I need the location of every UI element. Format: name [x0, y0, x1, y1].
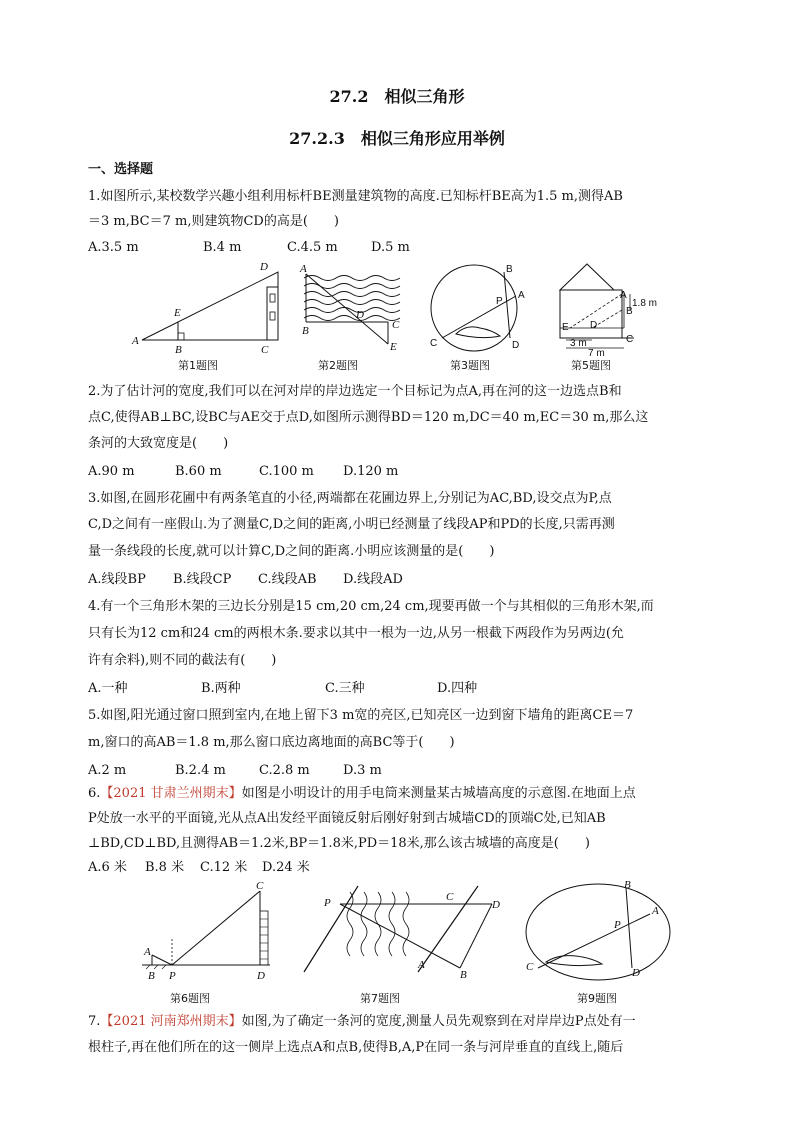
fig3-label-b: B	[506, 264, 513, 275]
q5-line2: m,窗口的高AB＝1.8 m,那么窗口底边离地面的高BC等于( )	[88, 735, 455, 750]
figure-2-caption: 第2题图	[318, 359, 358, 372]
q5-option-d: D.3 m	[343, 763, 382, 778]
q1-line2: ＝3 m,BC＝7 m,则建筑物CD的高是( )	[88, 214, 339, 229]
q4-option-a: A.一种	[88, 681, 128, 696]
fig7-label-c: C	[446, 891, 454, 903]
fig7-label-d: D	[492, 899, 500, 911]
q6-line3: ⊥BD,CD⊥BD,且测得AB＝1.2米,BP＝1.8米,PD＝18米,那么该古城墙的高度是( )	[88, 836, 590, 851]
q6-line1	[88, 786, 636, 802]
fig9-label-p: P	[614, 919, 621, 931]
q2-line3: 条河的大致宽度是( )	[88, 436, 229, 451]
figure-7-diagram	[300, 880, 510, 985]
q2-option-b: B.60 m	[175, 464, 222, 479]
q6-option-c: C.12 米	[200, 860, 248, 875]
fig6-label-p: P	[169, 970, 176, 982]
section-title: 27.2.3 相似三角形应用举例	[289, 129, 505, 148]
q3-line3: 量一条线段的长度,就可以计算C,D之间的距离.小明应该测量的是( )	[88, 544, 495, 559]
q3-line2: C,D之间有一座假山.为了测量C,D之间的距离,小明已经测量了线段AP和PD的长度,只需再测	[88, 517, 615, 532]
q7-source-tag: 【2021 河南郑州期末】	[100, 1014, 242, 1029]
q7-text-1: 如图,为了确定一条河的宽度,测量人员先观察到在对岸岸边P点处有一	[241, 1014, 636, 1029]
fig2-label-e: E	[390, 341, 397, 353]
q6-source-tag: 【2021 甘肃兰州期末】	[100, 786, 242, 801]
fig2-label-d: D	[356, 309, 364, 321]
q6-text-1: 如图是小明设计的用手电筒来测量某古城墙高度的示意图.在地面上点	[241, 786, 636, 801]
fig5-label-c: C	[626, 334, 634, 345]
fig3-label-c: C	[430, 338, 438, 349]
q3-option-d: D.线段AD	[343, 572, 403, 587]
q4-line1: 4.有一个三角形木架的三边长分别是15 cm,20 cm,24 cm,现要再做一个与其相似的三角形木架,而	[88, 599, 654, 614]
q3-option-a: A.线段BP	[88, 572, 146, 587]
q1-line1: 1.如图所示,某校数学兴趣小组利用标杆BE测量建筑物的高度.已知标杆BE高为1.5 m,测得AB	[88, 189, 623, 204]
q6-option-d: D.24 米	[262, 860, 310, 875]
q1-option-c: C.4.5 m	[287, 240, 338, 255]
q7-line2: 根柱子,再在他们所在的这一侧岸上选点A和点B,使得B,A,P在同一条与河岸垂直的直线上,随后	[88, 1040, 624, 1055]
fig5-label-a: A	[620, 290, 627, 301]
figure-9-caption: 第9题图	[577, 992, 617, 1005]
fig6-label-c: C	[256, 880, 264, 892]
q3-option-b: B.线段CP	[173, 572, 232, 587]
figure-1-diagram	[130, 262, 290, 357]
q6-line2: P处放一水平的平面镜,光从点A出发经平面镜反射后刚好射到古城墙CD的顶端C处,已知AB	[88, 811, 606, 826]
fig1-label-a: A	[132, 335, 139, 347]
q3-option-c: C.线段AB	[258, 572, 317, 587]
q5-option-b: B.2.4 m	[175, 763, 226, 778]
q2-option-c: C.100 m	[259, 464, 314, 479]
q4-option-c: C.三种	[325, 681, 365, 696]
fig3-label-p: P	[496, 296, 503, 307]
q3-line1: 3.如图,在圆形花圃中有两条笔直的小径,两端都在花圃边界上,分别记为AC,BD,设交点为P,点	[88, 491, 612, 506]
fig6-label-a: A	[144, 946, 151, 958]
q6-option-a: A.6 米	[88, 860, 127, 875]
figure-3-diagram	[428, 262, 528, 357]
fig1-label-c: C	[261, 344, 269, 356]
fig5-label-7m: 7 m	[588, 348, 605, 359]
q4-option-b: B.两种	[201, 681, 241, 696]
chapter-title: 27.2 相似三角形	[329, 87, 465, 106]
fig2-label-b: B	[302, 325, 309, 337]
q5-line1: 5.如图,阳光通过窗口照到室内,在地上留下3 m宽的亮区,已知亮区一边到窗下墙角的距离CE＝7	[88, 708, 634, 723]
q4-line3: 许有余料),则不同的截法有( )	[88, 653, 277, 668]
fig2-label-c: C	[392, 319, 400, 331]
fig9-label-b: B	[624, 879, 631, 891]
q2-option-d: D.120 m	[343, 464, 399, 479]
q5-option-a: A.2 m	[88, 763, 127, 778]
q1-option-b: B.4 m	[203, 240, 242, 255]
q5-option-c: C.2.8 m	[259, 763, 310, 778]
figure-5-diagram	[552, 262, 672, 357]
fig7-label-a: A	[418, 959, 425, 971]
fig9-label-d: D	[632, 967, 640, 979]
fig3-label-d: D	[512, 340, 520, 351]
fig5-label-height: 1.8 m	[632, 298, 658, 309]
figure-5-caption: 第5题图	[571, 359, 611, 372]
figure-6-caption: 第6题图	[170, 992, 210, 1005]
fig5-label-e: E	[562, 322, 569, 333]
fig1-label-b: B	[175, 344, 182, 356]
figure-6-diagram	[140, 880, 280, 988]
q7-number: 7.	[88, 1014, 101, 1029]
fig5-label-d: D	[590, 320, 598, 331]
q4-line2: 只有长为12 cm和24 cm的两根木条.要求以其中一根为一边,从另一根截下两段作为另两边(允	[88, 626, 624, 641]
q6-option-b: B.8 米	[145, 860, 185, 875]
q6-number: 6.	[88, 786, 101, 801]
fig7-label-p: P	[324, 897, 331, 909]
q2-line1: 2.为了估计河的宽度,我们可以在河对岸的岸边选定一个目标记为点A,再在河的这一边选点B和	[88, 384, 622, 399]
figure-2-diagram	[298, 264, 408, 354]
figure-3-caption: 第3题图	[450, 359, 490, 372]
q2-line2: 点C,使得AB⊥BC,设BC与AE交于点D,如图所示测得BD＝120 m,DC＝40 m,EC＝30 m,那么这	[88, 410, 649, 425]
figure-7-caption: 第7题图	[360, 992, 400, 1005]
figure-9-diagram	[522, 880, 672, 990]
fig6-label-d: D	[257, 970, 265, 982]
fig7-label-b: B	[460, 969, 467, 981]
fig2-label-a: A	[300, 263, 307, 275]
figure-1-caption: 第1题图	[178, 359, 218, 372]
section-heading: 一、选择题	[88, 162, 154, 177]
q7-line1	[88, 1014, 636, 1030]
fig3-label-a: A	[518, 290, 525, 301]
fig5-label-b: B	[626, 306, 633, 317]
fig1-label-d: D	[260, 261, 268, 273]
fig6-label-b: B	[148, 970, 155, 982]
q4-option-d: D.四种	[437, 681, 478, 696]
q1-option-a: A.3.5 m	[88, 240, 139, 255]
q1-option-d: D.5 m	[371, 240, 410, 255]
fig5-label-3m: 3 m	[570, 338, 587, 349]
fig1-label-e: E	[174, 307, 181, 319]
q2-option-a: A.90 m	[88, 464, 135, 479]
fig9-label-a: A	[652, 905, 659, 917]
fig9-label-c: C	[526, 961, 534, 973]
